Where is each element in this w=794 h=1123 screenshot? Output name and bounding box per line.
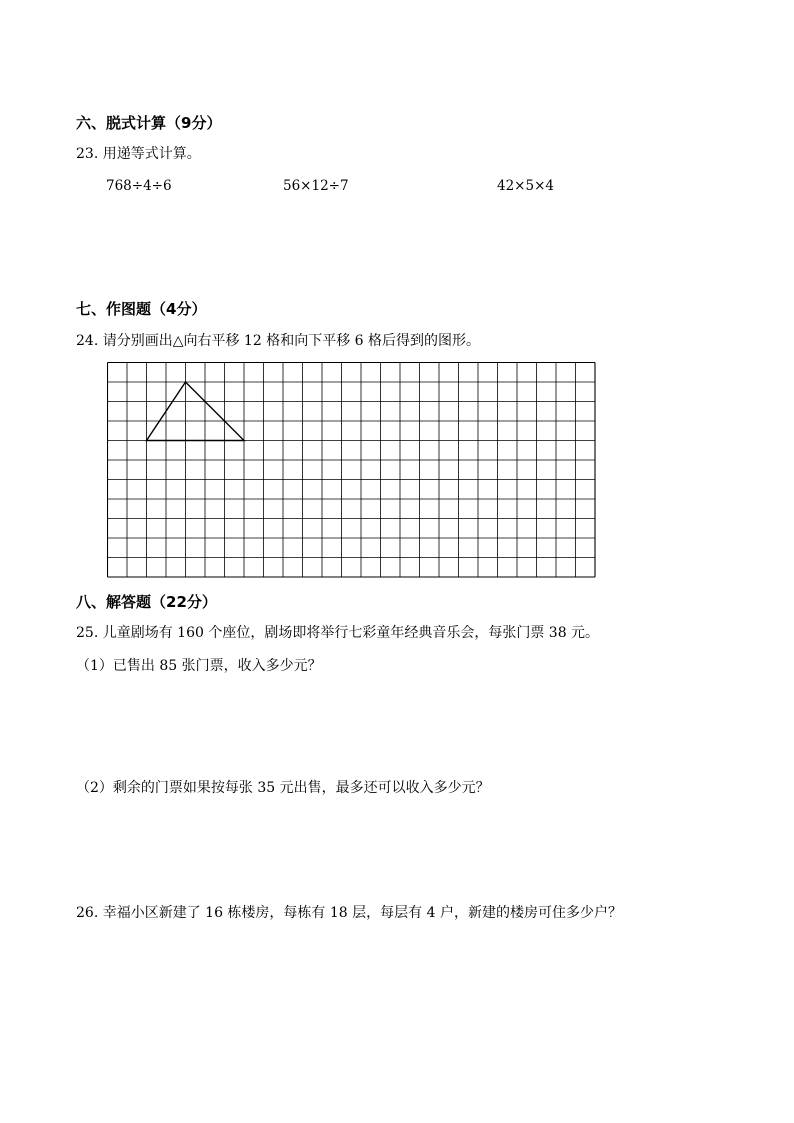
expression-2: 56×12÷7 bbox=[283, 178, 349, 194]
section-8-heading: 八、解答题（22分） bbox=[76, 593, 217, 611]
question-24-text: 24. 请分别画出△向右平移 12 格和向下平移 6 格后得到的图形。 bbox=[76, 333, 481, 349]
question-26-text: 26. 幸福小区新建了 16 栋楼房，每栋有 18 层，每层有 4 户，新建的楼房可住多少户？ bbox=[76, 905, 622, 921]
question-23-text: 23. 用递等式计算。 bbox=[76, 146, 201, 162]
section-7-heading: 七、作图题（4分） bbox=[76, 300, 207, 318]
question-25-part-1: （1）已售出 85 张门票，收入多少元？ bbox=[76, 658, 322, 674]
section-6-heading: 六、脱式计算（9分） bbox=[76, 114, 222, 132]
triangle-shape bbox=[147, 382, 245, 441]
expression-1: 768÷4÷6 bbox=[106, 178, 172, 194]
question-25-part-2: （2）剩余的门票如果按每张 35 元出售，最多还可以收入多少元？ bbox=[76, 780, 490, 796]
drawing-grid[interactable] bbox=[107, 362, 598, 578]
expression-3: 42×5×4 bbox=[497, 178, 554, 194]
grid-lines bbox=[108, 363, 596, 578]
question-25-text: 25. 儿童剧场有 160 个座位，剧场即将举行七彩童年经典音乐会，每张门票 38 元。 bbox=[76, 625, 600, 641]
